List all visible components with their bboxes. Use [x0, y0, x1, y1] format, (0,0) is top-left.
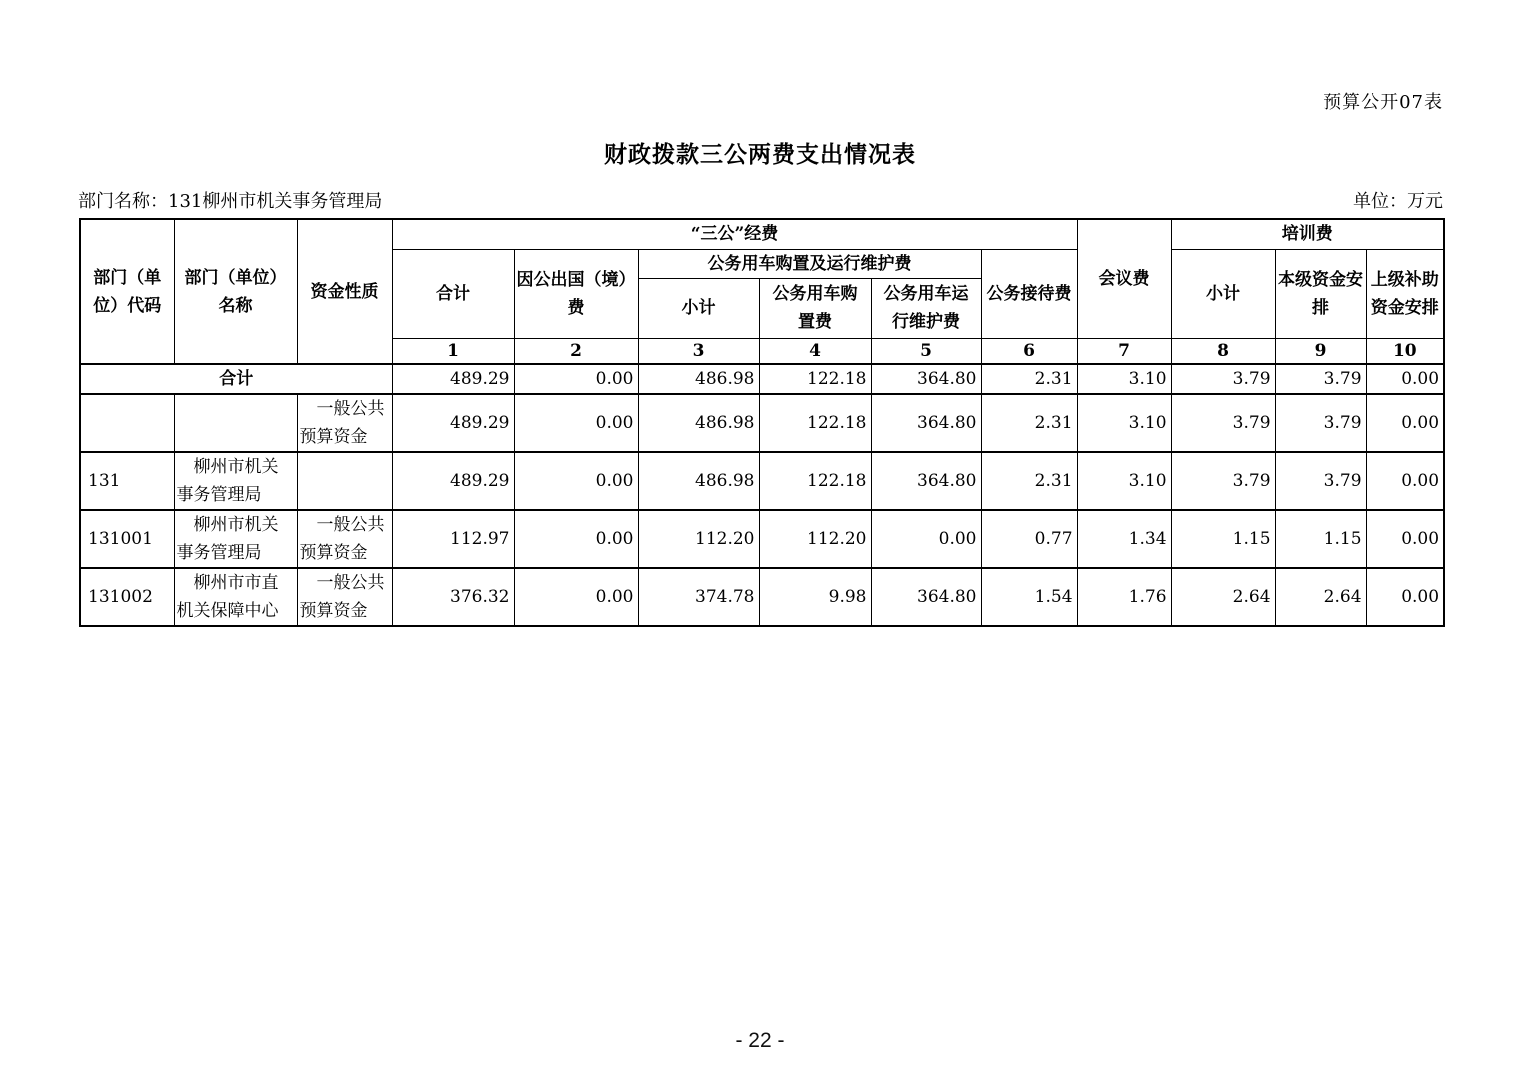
cell-value: 3.79	[1171, 364, 1275, 394]
cell-fund-nature: 一般公共预算资金	[297, 568, 392, 626]
cell-value: 3.79	[1275, 452, 1366, 510]
cell-value: 0.00	[1366, 452, 1444, 510]
cell-value: 0.00	[514, 568, 638, 626]
header-dept-code: 部门（单位）代码	[80, 219, 174, 364]
cell-fund-nature: 一般公共预算资金	[297, 510, 392, 568]
cell-dept-name: 柳州市市直机关保障中心	[174, 568, 297, 626]
cell-dept-name	[174, 394, 297, 452]
cell-value: 112.20	[759, 510, 871, 568]
cell-value: 374.78	[638, 568, 759, 626]
header-meeting-fee: 会议费	[1077, 219, 1171, 338]
cell-value: 112.97	[392, 510, 514, 568]
cell-dept-code: 131	[80, 452, 174, 510]
cell-value: 0.00	[1366, 364, 1444, 394]
cell-dept-name: 柳州市机关事务管理局	[174, 452, 297, 510]
header-reception-fee: 公务接待费	[981, 249, 1077, 338]
cell-value: 122.18	[759, 452, 871, 510]
table-row	[80, 510, 1444, 568]
budget-table	[79, 218, 1445, 627]
cell-value: 364.80	[871, 394, 981, 452]
doc-ref-label: 预算公开07表	[1323, 92, 1443, 113]
col-number-10: 10	[1366, 338, 1444, 364]
cell-value: 364.80	[871, 364, 981, 394]
col-number-3: 3	[638, 338, 759, 364]
col-number-2: 2	[514, 338, 638, 364]
cell-value: 2.31	[981, 452, 1077, 510]
cell-value: 122.18	[759, 394, 871, 452]
cell-value: 3.10	[1077, 394, 1171, 452]
cell-value: 376.32	[392, 568, 514, 626]
cell-fund-nature: 一般公共预算资金	[297, 394, 392, 452]
col-number-5: 5	[871, 338, 981, 364]
cell-value: 0.00	[514, 510, 638, 568]
cell-value: 1.54	[981, 568, 1077, 626]
header-training-local: 本级资金安排	[1275, 249, 1366, 338]
cell-value: 489.29	[392, 364, 514, 394]
table-row	[80, 568, 1444, 626]
cell-value: 3.79	[1275, 364, 1366, 394]
cell-value: 1.34	[1077, 510, 1171, 568]
unit-label: 单位：万元	[1353, 191, 1443, 212]
cell-value: 0.00	[871, 510, 981, 568]
cell-value: 486.98	[638, 452, 759, 510]
header-vehicle-group: 公务用车购置及运行维护费	[638, 249, 981, 278]
grand-total-label: 合计	[80, 364, 392, 394]
header-training-group: 培训费	[1171, 219, 1444, 249]
cell-value: 0.00	[514, 394, 638, 452]
department-name-label: 部门名称：131柳州市机关事务管理局	[78, 191, 383, 212]
table-row-grand-total	[80, 364, 1444, 394]
header-training-subtotal: 小计	[1171, 249, 1275, 338]
cell-value: 486.98	[638, 364, 759, 394]
cell-value: 1.76	[1077, 568, 1171, 626]
col-number-7: 7	[1077, 338, 1171, 364]
cell-value: 0.00	[1366, 510, 1444, 568]
cell-value: 489.29	[392, 452, 514, 510]
cell-value: 364.80	[871, 568, 981, 626]
page-number: - 22 -	[735, 1029, 785, 1052]
cell-value: 0.00	[514, 452, 638, 510]
cell-value: 3.79	[1275, 394, 1366, 452]
cell-value: 3.10	[1077, 364, 1171, 394]
cell-value: 0.77	[981, 510, 1077, 568]
cell-fund-nature	[297, 452, 392, 510]
header-sangong-group: “三公”经费	[392, 219, 1077, 249]
cell-value: 1.15	[1275, 510, 1366, 568]
cell-value: 489.29	[392, 394, 514, 452]
table-row	[80, 394, 1444, 452]
col-number-1: 1	[392, 338, 514, 364]
col-number-6: 6	[981, 338, 1077, 364]
cell-value: 0.00	[1366, 394, 1444, 452]
cell-value: 9.98	[759, 568, 871, 626]
col-number-8: 8	[1171, 338, 1275, 364]
header-dept-name: 部门（单位）名称	[174, 219, 297, 364]
cell-value: 0.00	[1366, 568, 1444, 626]
cell-value: 2.31	[981, 394, 1077, 452]
cell-value: 0.00	[514, 364, 638, 394]
col-number-9: 9	[1275, 338, 1366, 364]
header-fund-nature: 资金性质	[297, 219, 392, 364]
header-vehicle-purchase: 公务用车购置费	[759, 278, 871, 338]
cell-dept-code	[80, 394, 174, 452]
cell-value: 3.79	[1171, 452, 1275, 510]
cell-value: 2.31	[981, 364, 1077, 394]
header-training-superior: 上级补助资金安排	[1366, 249, 1444, 338]
cell-dept-code: 131001	[80, 510, 174, 568]
cell-value: 1.15	[1171, 510, 1275, 568]
header-vehicle-subtotal: 小计	[638, 278, 759, 338]
cell-value: 2.64	[1171, 568, 1275, 626]
header-vehicle-maintenance: 公务用车运行维护费	[871, 278, 981, 338]
meta-row	[78, 187, 1443, 213]
cell-value: 2.64	[1275, 568, 1366, 626]
cell-dept-name: 柳州市机关事务管理局	[174, 510, 297, 568]
cell-value: 3.10	[1077, 452, 1171, 510]
header-abroad-fee: 因公出国（境）费	[514, 249, 638, 338]
cell-value: 486.98	[638, 394, 759, 452]
page-title: 财政拨款三公两费支出情况表	[604, 141, 916, 168]
col-number-4: 4	[759, 338, 871, 364]
table-row	[80, 452, 1444, 510]
header-total: 合计	[392, 249, 514, 338]
cell-value: 364.80	[871, 452, 981, 510]
cell-dept-code: 131002	[80, 568, 174, 626]
cell-value: 112.20	[638, 510, 759, 568]
cell-value: 122.18	[759, 364, 871, 394]
cell-value: 3.79	[1171, 394, 1275, 452]
